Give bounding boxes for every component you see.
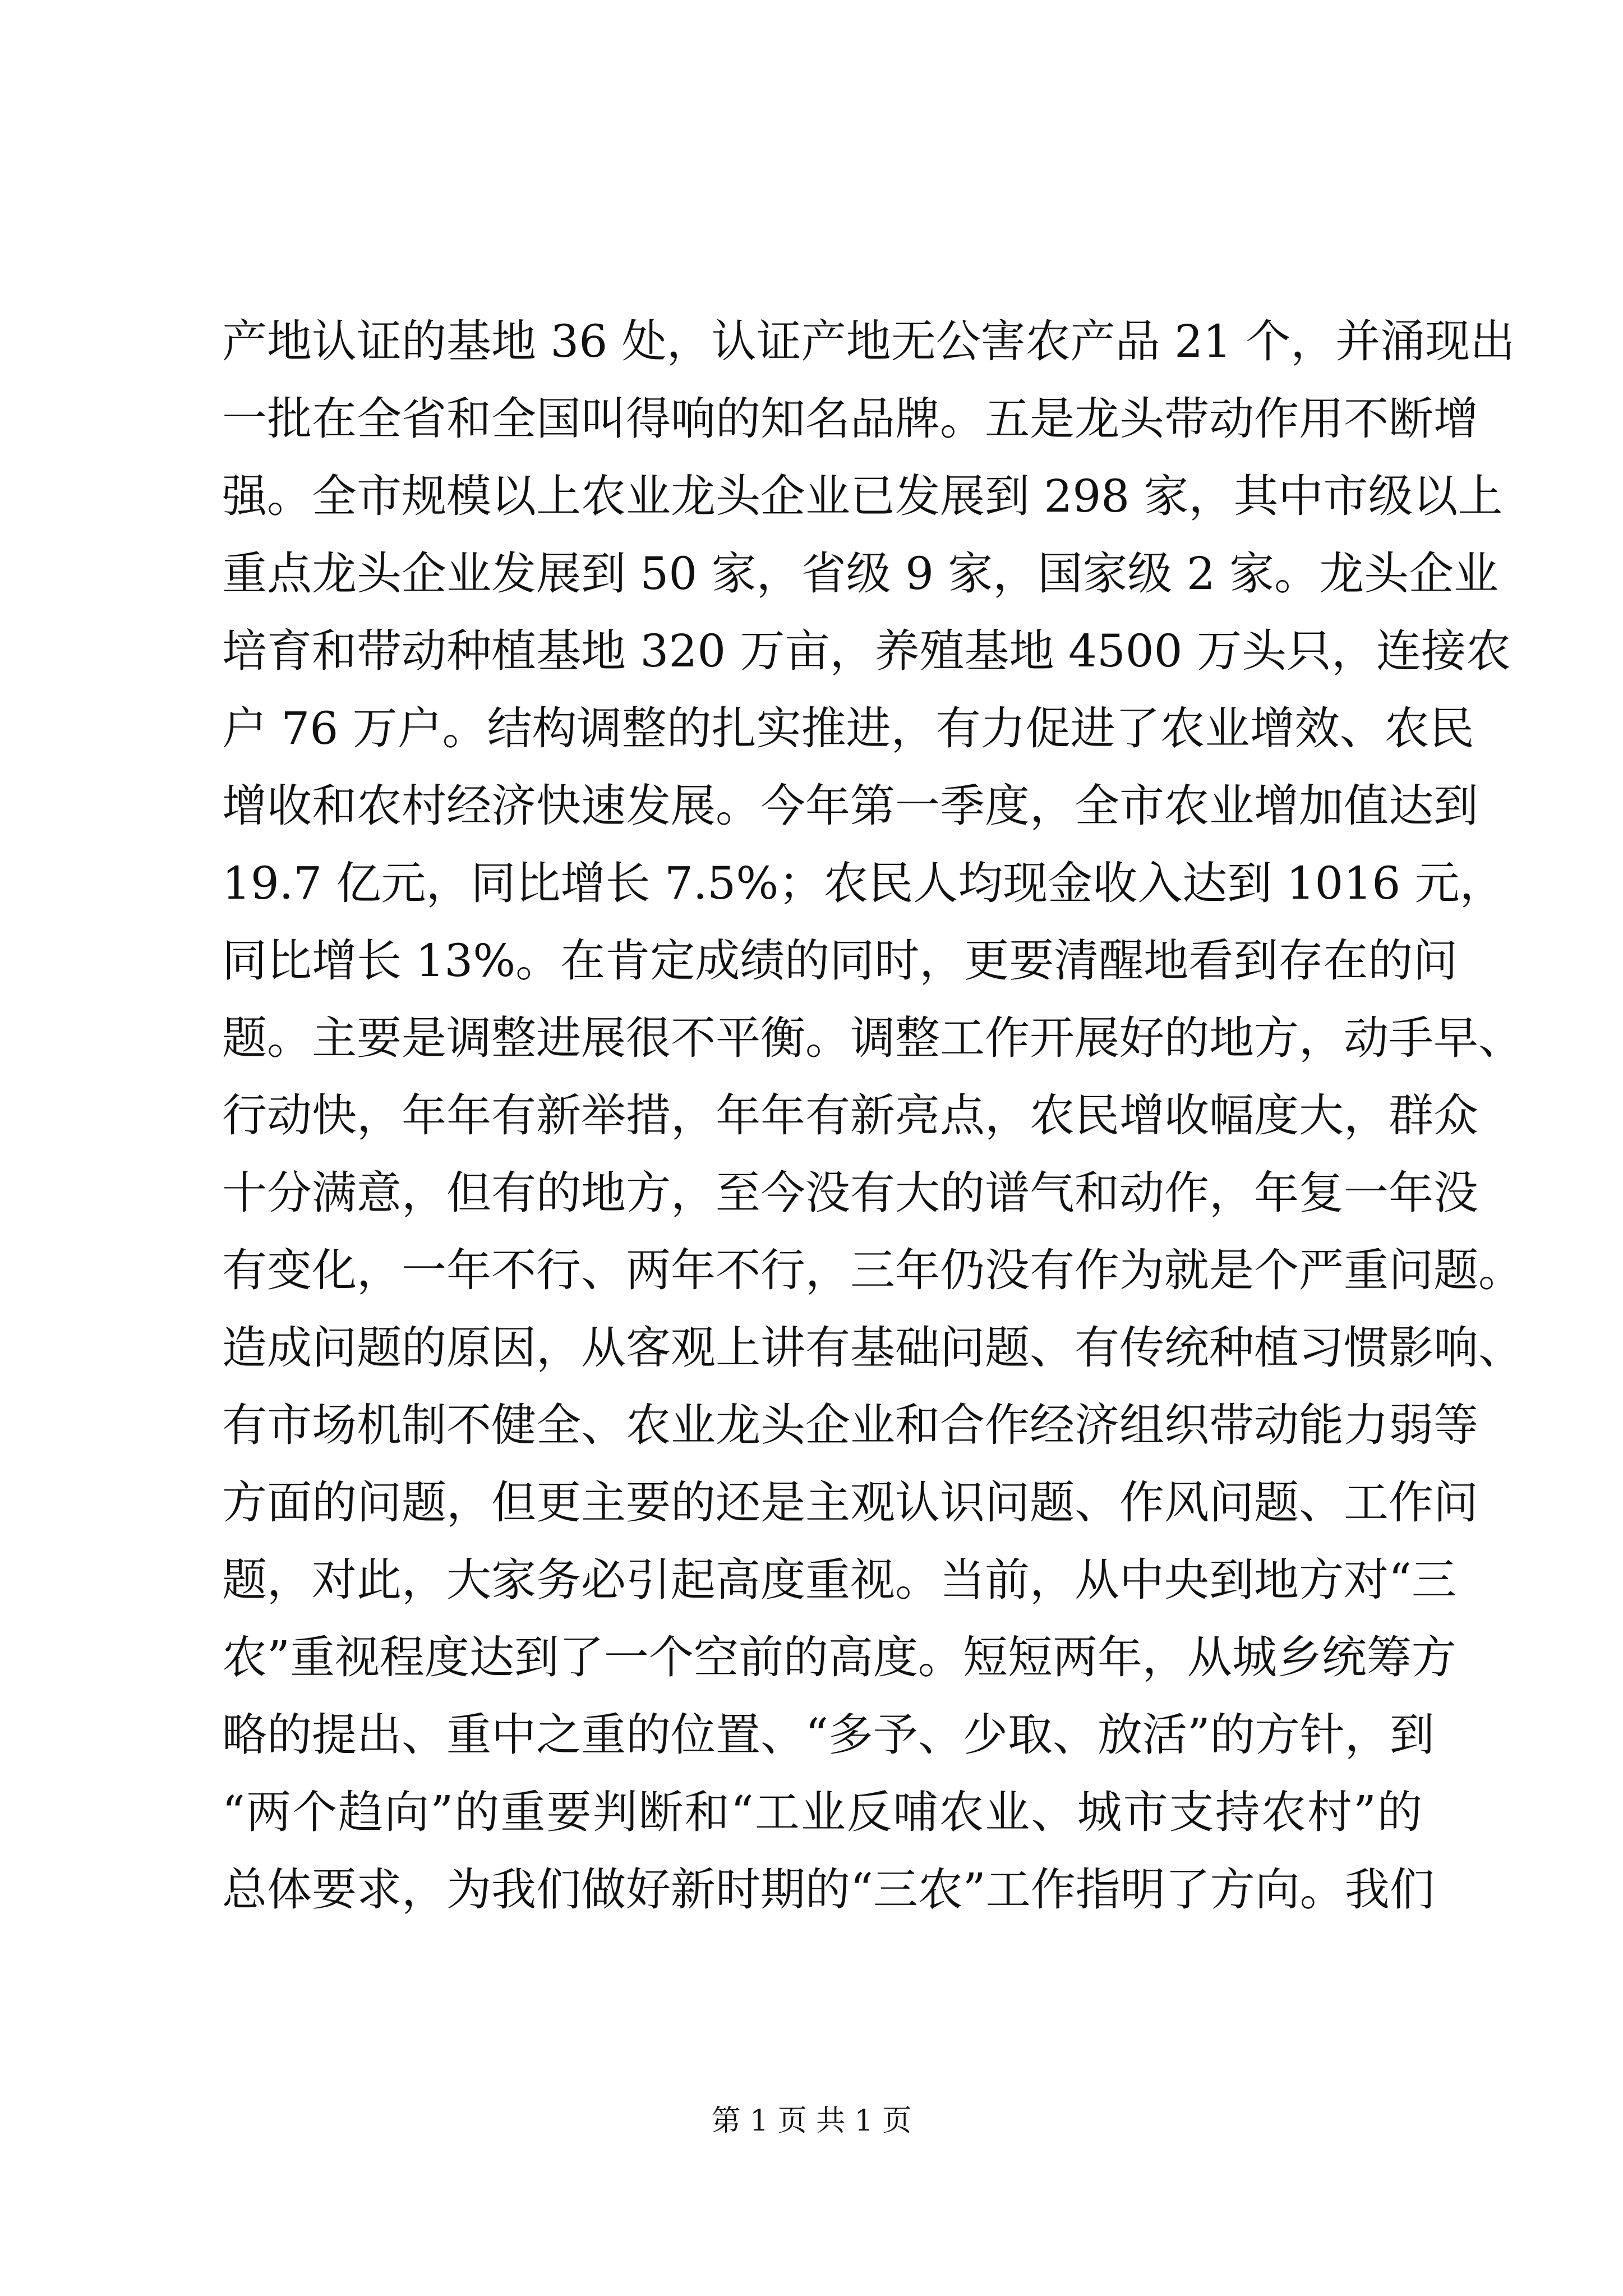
text-line: 造成问题的原因，从客观上讲有基础问题、有传统种植习惯影响、 <box>222 1322 1523 1374</box>
page-number-footer: 第 1 页 共 1 页 <box>711 2104 912 2138</box>
text-line: 略的提出、重中之重的位置、“多予、少取、放活”的方针，到 <box>222 1709 1435 1761</box>
text-line: 总体要求，为我们做好新时期的“三农”工作指明了方向。我们 <box>222 1864 1435 1916</box>
text-line: 行动快，年年有新举措，年年有新亮点，农民增收幅度大，群众 <box>222 1089 1478 1142</box>
text-line: 培育和带动种植基地 320 万亩，养殖基地 4500 万头只，连接农 <box>222 625 1511 677</box>
body-text <box>222 303 1523 1929</box>
text-line: 题。主要是调整进展很不平衡。调整工作开展好的地方，动手早、 <box>222 1012 1523 1064</box>
text-line: 19.7 亿元，同比增长 7.5%；农民人均现金收入达到 1016 元， <box>222 857 1505 909</box>
text-line: 方面的问题，但更主要的还是主观认识问题、作风问题、工作问 <box>222 1476 1478 1529</box>
text-line: 强。全市规模以上农业龙头企业已发展到 298 家，其中市级以上 <box>222 470 1503 522</box>
text-line: 一批在全省和全国叫得响的知名品牌。五是龙头带动作用不断增 <box>222 393 1478 445</box>
text-line: 增收和农村经济快速发展。今年第一季度，全市农业增加值达到 <box>222 780 1478 832</box>
text-line: 十分满意，但有的地方，至今没有大的谱气和动作，年复一年没 <box>222 1167 1478 1219</box>
text-line: 题，对此，大家务必引起高度重视。当前，从中央到地方对“三 <box>222 1554 1456 1606</box>
text-line: 同比增长 13%。在肯定成绩的同时，更要清醒地看到存在的问 <box>222 935 1458 987</box>
text-line: 有变化，一年不行、两年不行，三年仍没有作为就是个严重问题。 <box>222 1244 1523 1296</box>
text-line: 产地认证的基地 36 处，认证产地无公害农产品 21 个，并涌现出 <box>222 315 1515 367</box>
text-line: “两个趋向”的重要判断和“工业反哺农业、城市支持农村”的 <box>222 1786 1422 1838</box>
text-line: 有市场机制不健全、农业龙头企业和合作经济组织带动能力弱等 <box>222 1399 1478 1451</box>
text-line: 农”重视程度达到了一个空前的高度。短短两年，从城乡统筹方 <box>222 1631 1456 1683</box>
text-line: 户 76 万户。结构调整的扎实推进，有力促进了农业增效、农民 <box>222 702 1474 754</box>
text-line: 重点龙头企业发展到 50 家，省级 9 家，国家级 2 家。龙头企业 <box>222 547 1499 600</box>
